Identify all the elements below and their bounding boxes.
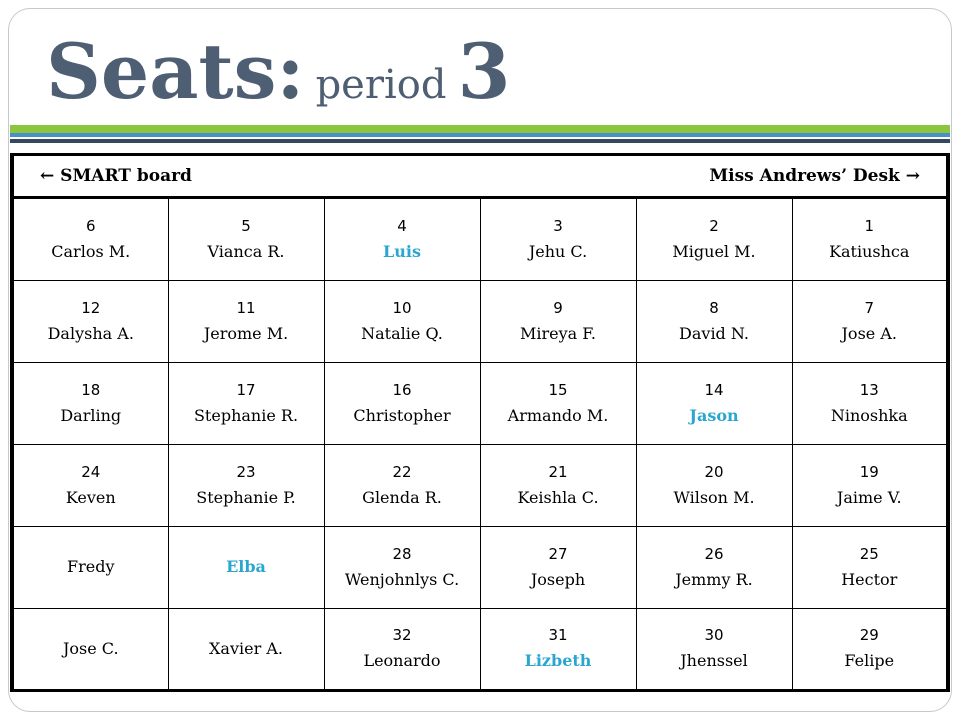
seat-cell	[12, 281, 168, 363]
table-row	[12, 527, 948, 609]
seat-cell	[636, 363, 792, 445]
seat-cell	[480, 198, 636, 281]
seat-number: 9	[553, 298, 563, 317]
seat-cell	[480, 363, 636, 445]
divider-green-stripe	[10, 125, 950, 133]
seating-chart-table	[10, 153, 950, 692]
seat-cell	[324, 527, 480, 609]
seat-cell	[12, 609, 168, 691]
student-name: Elba	[226, 557, 266, 577]
seat-number: 11	[236, 298, 256, 317]
seat-cell	[168, 363, 324, 445]
student-name: Jhenssel	[680, 651, 748, 671]
student-name: Jose C.	[62, 638, 119, 658]
seat-cell	[792, 609, 948, 691]
seat-number: 20	[704, 462, 724, 481]
student-name: Vianca R.	[207, 241, 285, 261]
seat-number: 8	[709, 298, 719, 317]
seat-number: 30	[704, 626, 724, 645]
student-name: Darling	[60, 405, 122, 425]
table-row	[12, 445, 948, 527]
student-name: Hector	[841, 569, 898, 589]
seat-cell	[168, 445, 324, 527]
table-header-row	[12, 155, 948, 198]
seat-number: 23	[236, 462, 256, 481]
seat-number: 19	[859, 462, 879, 481]
seat-number: 29	[859, 626, 879, 645]
student-name: Jaime V.	[836, 487, 902, 507]
student-name: Jose A.	[841, 323, 897, 343]
right-arrow-icon: →	[905, 166, 920, 186]
seat-cell	[168, 198, 324, 281]
seat-number: 32	[392, 626, 412, 645]
student-name: Dalysha A.	[47, 323, 134, 343]
student-name: Jemmy R.	[675, 569, 753, 589]
front-of-room-header	[12, 155, 948, 198]
seat-number: 31	[548, 626, 568, 645]
seat-cell	[324, 445, 480, 527]
student-name: Leonardo	[363, 651, 441, 671]
seat-number: 12	[81, 298, 101, 317]
seat-cell	[12, 198, 168, 281]
seat-cell	[324, 198, 480, 281]
seat-cell	[12, 363, 168, 445]
divider-navy-stripe	[10, 139, 950, 143]
smart-board-text: SMART board	[60, 166, 192, 186]
student-name: Glenda R.	[362, 487, 442, 507]
seat-number: 27	[548, 544, 568, 563]
student-name: David N.	[679, 323, 749, 343]
table-row	[12, 363, 948, 445]
seat-number: 26	[704, 544, 724, 563]
seat-number: 13	[859, 380, 879, 399]
seat-cell	[792, 527, 948, 609]
student-name: Jehu C.	[528, 241, 588, 261]
seat-number: 1	[864, 216, 875, 235]
seat-cell	[324, 609, 480, 691]
seat-number: 10	[392, 298, 412, 317]
student-name: Stephanie R.	[193, 405, 299, 425]
seat-number: 21	[548, 462, 568, 481]
seat-cell	[636, 198, 792, 281]
seat-cell	[792, 363, 948, 445]
student-name: Xavier A.	[209, 638, 283, 658]
page-title	[46, 27, 511, 116]
student-name: Joseph	[530, 569, 586, 589]
student-name: Stephanie P.	[196, 487, 296, 507]
seat-cell	[636, 445, 792, 527]
student-name: Miguel M.	[672, 241, 756, 261]
student-name: Wenjohnlys C.	[344, 569, 460, 589]
seat-cell	[480, 527, 636, 609]
table-row	[12, 609, 948, 691]
seat-number: 7	[864, 298, 875, 317]
teacher-desk-text: Miss Andrews’ Desk	[709, 166, 900, 186]
seat-cell	[324, 281, 480, 363]
table-row	[12, 281, 948, 363]
student-name: Katiushca	[829, 241, 910, 261]
student-name: Jerome M.	[203, 323, 289, 343]
student-name: Natalie Q.	[361, 323, 443, 343]
seat-number: 24	[81, 462, 101, 481]
seat-cell	[636, 527, 792, 609]
seat-cell	[168, 281, 324, 363]
student-name: Christopher	[353, 405, 451, 425]
seat-cell	[792, 281, 948, 363]
student-name: Fredy	[67, 557, 115, 577]
student-name: Felipe	[844, 651, 895, 671]
student-name: Luis	[383, 241, 421, 261]
seat-number: 25	[859, 544, 879, 563]
student-name: Mireya F.	[520, 323, 596, 343]
teacher-desk-label	[709, 166, 920, 186]
seat-number: 2	[709, 216, 719, 235]
title-divider	[10, 125, 950, 143]
seat-rows	[12, 198, 948, 691]
student-name: Keven	[65, 487, 116, 507]
seat-number: 14	[704, 380, 724, 399]
seat-cell	[168, 609, 324, 691]
title-main: Seats:	[46, 27, 305, 116]
seat-number: 17	[236, 380, 256, 399]
seat-number: 22	[392, 462, 412, 481]
seat-number: 4	[397, 216, 407, 235]
left-arrow-icon: ←	[40, 166, 55, 186]
smart-board-label	[40, 166, 192, 186]
seat-cell	[636, 609, 792, 691]
student-name: Keishla C.	[517, 487, 599, 507]
title-number: 3	[457, 27, 511, 116]
student-name: Ninoshka	[830, 405, 908, 425]
seat-number: 5	[241, 216, 251, 235]
student-name: Wilson M.	[673, 487, 755, 507]
seat-number: 15	[548, 380, 568, 399]
seat-number: 3	[553, 216, 563, 235]
student-name: Lizbeth	[524, 651, 592, 671]
title-sub: period	[315, 62, 447, 108]
seat-cell	[12, 527, 168, 609]
seat-cell	[12, 445, 168, 527]
seat-cell	[480, 609, 636, 691]
seat-number: 16	[392, 380, 412, 399]
seat-cell	[480, 445, 636, 527]
seat-cell	[792, 445, 948, 527]
student-name: Carlos M.	[51, 241, 131, 261]
seat-number: 28	[392, 544, 412, 563]
seat-cell	[324, 363, 480, 445]
seat-number: 6	[85, 216, 96, 235]
student-name: Jason	[689, 405, 739, 425]
seat-cell	[480, 281, 636, 363]
seat-cell	[168, 527, 324, 609]
seat-cell	[636, 281, 792, 363]
seat-cell	[792, 198, 948, 281]
seat-number: 18	[81, 380, 101, 399]
student-name: Armando M.	[507, 405, 609, 425]
table-row	[12, 198, 948, 281]
